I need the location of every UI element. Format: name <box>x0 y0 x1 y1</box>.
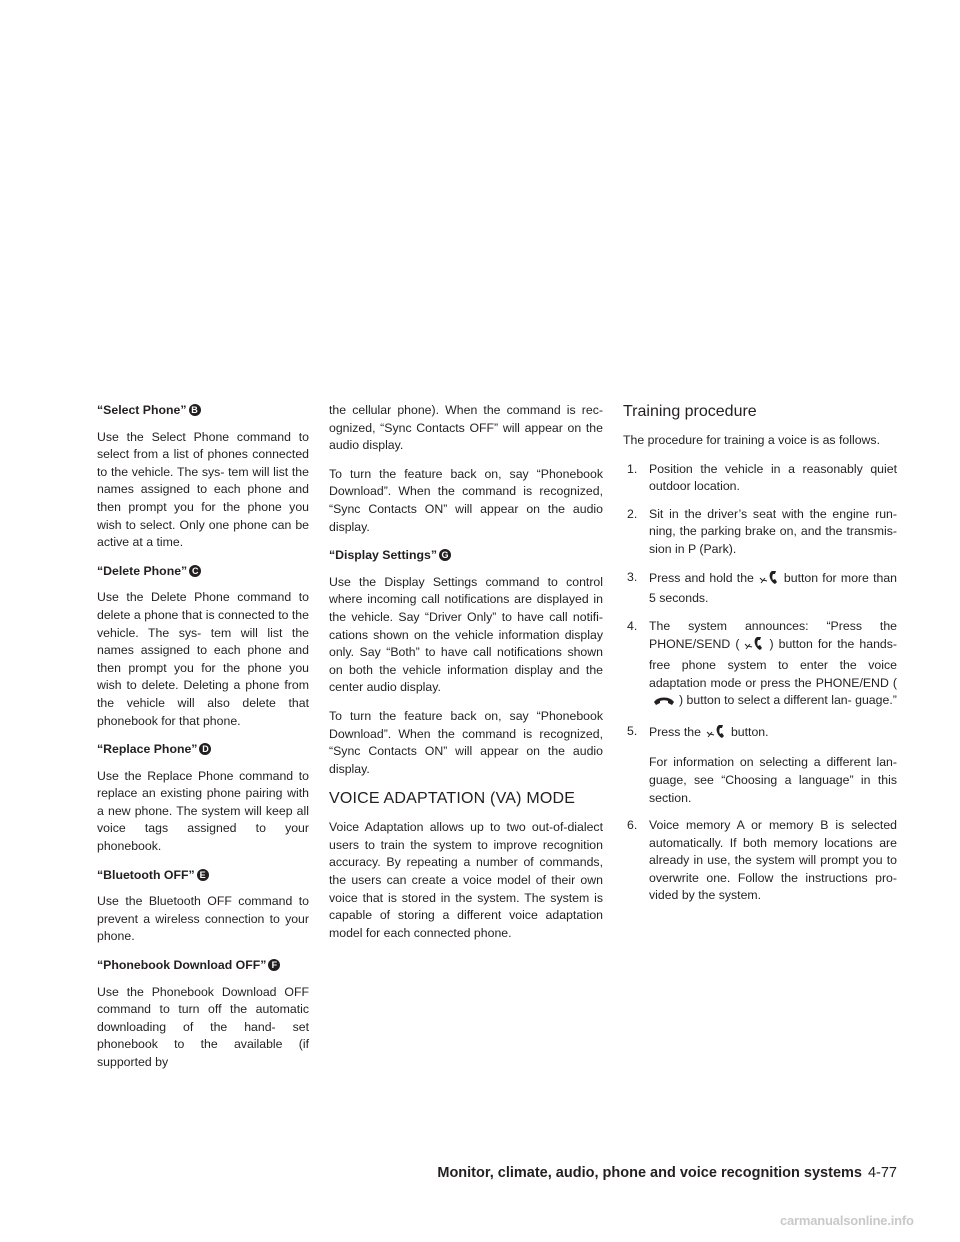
phone-send-voice-icon <box>705 723 727 745</box>
bluetooth-off-text: Use the Bluetooth OFF command to prevent a wireless connection to your phone. <box>97 894 309 944</box>
phonebook-download-off-heading: “Phonebook Download OFF” F <box>97 957 309 975</box>
step-4: 4. The system announces: “Press the PHONE/SEND ( ) button for the hands-free phone system to enter the voice adaptation mode or press the PHONE/END () button to select a different lan- guage.” <box>623 618 897 713</box>
va-mode-heading: VOICE ADAPTATION (VA) MODE <box>329 790 576 808</box>
va-mode-text: Voice Adaptation allows up to two out-of-dialect users to train the system to improve recognition accuracy. By repeating a number of commands, the users can create a voice model of their own voice that is stored in the system. The system is capable of storing a different voice adaptation model for each connected phone. <box>329 820 603 940</box>
replace-phone-heading: “Replace Phone” D <box>97 741 309 759</box>
phone-send-voice-icon <box>743 635 765 657</box>
bluetooth-off-heading: “Bluetooth OFF” E <box>97 867 309 885</box>
page-number: 4-77 <box>867 1165 897 1181</box>
display-settings-heading: “Display Settings” G <box>329 547 603 565</box>
training-steps-list <box>623 461 897 905</box>
phone-end-icon <box>653 695 675 713</box>
turn-back-on-text-1: To turn the feature back on, say “Phonebook Download”. When the command is recognized, “Sync Contacts ON” will appear on the audio display. <box>329 466 603 534</box>
display-settings-text: Use the Display Settings command to control where incoming call notifications are displayed in the vehicle. Say “Driver Only” to have call notifi- cations shown on the vehicle information display only. Say “Both” to have call notifications shown on both the vehicle information display and the center audio display. <box>329 574 603 695</box>
ref-c-badge: C <box>189 565 201 577</box>
footer-section-title: Monitor, climate, audio, phone and voice recognition systems <box>437 1165 862 1181</box>
ref-b-badge: B <box>189 404 201 416</box>
step-5-note: For information on selecting a different lan- guage, see “Choosing a language” in this section. <box>649 755 897 805</box>
left-column <box>97 402 309 1083</box>
replace-phone-text: Use the Replace Phone command to replace an existing phone pairing with a new phone. The system will keep all voice tags assigned to your phonebook. <box>97 768 309 854</box>
continued-text: the cellular phone). When the command is rec- ognized, “Sync Contacts OFF” will appear on the audio display. <box>329 403 603 453</box>
ref-f-badge: F <box>268 959 280 971</box>
training-intro: The procedure for training a voice is as follows. <box>623 433 880 447</box>
training-procedure-heading: Training procedure <box>623 403 757 420</box>
step-5: 5. Press the button. For information on selecting a different lan- guage, see “Choosing a language” in this section. <box>623 723 897 807</box>
step-3: 3. Press and hold the button for more than 5 seconds. <box>627 569 897 606</box>
phonebook-download-off-text: Use the Phonebook Download OFF command to turn off the automatic downloading of the hand- set phonebook to the available (if supported by <box>97 984 309 1069</box>
page-footer <box>420 1165 897 1181</box>
ref-g-badge: G <box>439 549 451 561</box>
turn-back-on-text-2: To turn the feature back on, say “Phonebook Download”. When the command is recognized, “Sync Contacts ON” will appear on the audio display. <box>329 708 603 776</box>
step-2: 2. Sit in the driver’s seat with the engine run- ning, the parking brake on, and the transmis- sion in P (Park). <box>627 506 897 556</box>
step-6: 6. Voice memory A or memory B is selected automatically. If both memory locations are already in use, the system will prompt you to overwrite one. Follow the instructions pro- vided by the system. <box>627 818 897 903</box>
ref-d-badge: D <box>199 743 211 755</box>
watermark: carmanualsonline.info <box>780 1213 914 1228</box>
delete-phone-heading: “Delete Phone” C <box>97 563 309 581</box>
right-column <box>623 402 897 915</box>
middle-column <box>329 402 603 953</box>
delete-phone-text: Use the Delete Phone command to delete a phone that is connected to the vehicle. The sys- tem will list the names assigned to each phone and then prompt you for the phone you wish to delete. Deleting a phone from the vehicle will also delete that phonebook for that phone. <box>97 590 309 728</box>
ref-e-badge: E <box>197 869 209 881</box>
step-1: 1. Position the vehicle in a reasonably quiet outdoor location. <box>627 461 897 494</box>
select-phone-text: Use the Select Phone command to select from a list of phones connected to the vehicle. The sys- tem will list the names assigned to each phone and then prompt you for the phone you wish to select. Only one phone can be active at a time. <box>97 429 309 550</box>
phone-send-voice-icon <box>758 569 780 591</box>
select-phone-heading: “Select Phone” B <box>97 402 309 420</box>
